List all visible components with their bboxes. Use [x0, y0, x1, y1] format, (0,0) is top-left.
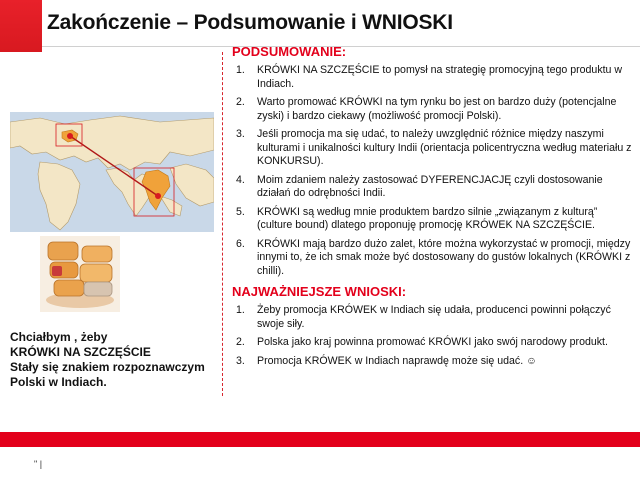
summary-list: [232, 64, 632, 278]
item-text: KRÓWKI są według mnie produktem bardzo silnie „związanym z kulturą” (culture bound) dlatego proponuję promocję KRÓWEK NA SZCZĘŚCIE.: [257, 205, 598, 231]
list-item: [232, 238, 632, 279]
footer-bar: [0, 432, 640, 447]
item-number: 1.: [236, 304, 245, 316]
list-item: [232, 336, 632, 350]
krowki-candies-image: [40, 236, 120, 312]
slide-title: Zakończenie – Podsumowanie i WNIOSKI: [47, 11, 453, 34]
summary-heading: PODSUMOWANIE:: [232, 44, 347, 59]
item-number: 5.: [236, 205, 245, 218]
content-column: [232, 44, 632, 373]
conclusions-list: [232, 304, 632, 368]
item-number: 3.: [236, 128, 245, 140]
conclusions-heading: NAJWAŻNIEJSZE WNIOSKI:: [232, 284, 407, 299]
item-text: Promocja KRÓWEK w Indiach naprawdę może się udać. ☺: [257, 354, 537, 367]
list-item: [232, 174, 632, 201]
corner-accent: [0, 0, 42, 52]
vertical-divider: [222, 52, 223, 396]
left-note-line: Chciałbym , żeby: [10, 330, 108, 344]
left-note-line: KRÓWKI NA SZCZĘŚCIE: [10, 345, 151, 359]
item-text: Żeby promocja KRÓWEK w Indiach się udała, producenci powinni połączyć swoje siły.: [257, 304, 611, 330]
list-item: [232, 206, 632, 233]
item-number: 1.: [236, 64, 245, 76]
left-note: [10, 330, 220, 390]
item-number: 3.: [236, 354, 245, 367]
item-number: 2.: [236, 336, 245, 348]
item-text: Warto promować KRÓWKI na tym rynku bo jest on bardzo duży (potencjalne zyski) i bardzo ciekawy (możliwość promocji Polski).: [257, 96, 617, 122]
item-text: Polska jako kraj powinna promować KRÓWKI jako swój narodowy produkt.: [257, 336, 608, 348]
item-text: Jeśli promocja ma się udać, to należy uwzględnić różnice między naszymi kulturami i unikalności kultury Indii (orientacja policentryczna według materiału z KONKURSU).: [257, 128, 632, 167]
list-item: [232, 304, 632, 331]
item-text: KRÓWKI mają bardzo dużo zalet, które można wykorzystać w promocji, między innymi to, że ich smak może być dostosowany do gustów lokalnych (KRÓWKI z chilli).: [257, 237, 631, 277]
footer-mark: " |: [34, 459, 43, 469]
item-number: 6.: [236, 237, 245, 250]
left-note-line: Polski w Indiach.: [10, 375, 107, 389]
list-item: [232, 128, 632, 169]
list-item: [232, 96, 632, 123]
item-number: 4.: [236, 173, 245, 186]
list-item: [232, 64, 632, 91]
left-note-line: Stały się znakiem rozpoznawczym: [10, 360, 205, 374]
item-text: KRÓWKI NA SZCZĘŚCIE to pomysł na strategię promocyjną tego produktu w Indiach.: [257, 64, 623, 90]
world-map-image: [10, 112, 214, 232]
list-item: [232, 355, 632, 369]
item-number: 2.: [236, 96, 245, 108]
item-text: Moim zdaniem należy zastosować DYFERENCJACJĘ czyli dostosowanie działań do odrębności Indii.: [257, 173, 603, 199]
